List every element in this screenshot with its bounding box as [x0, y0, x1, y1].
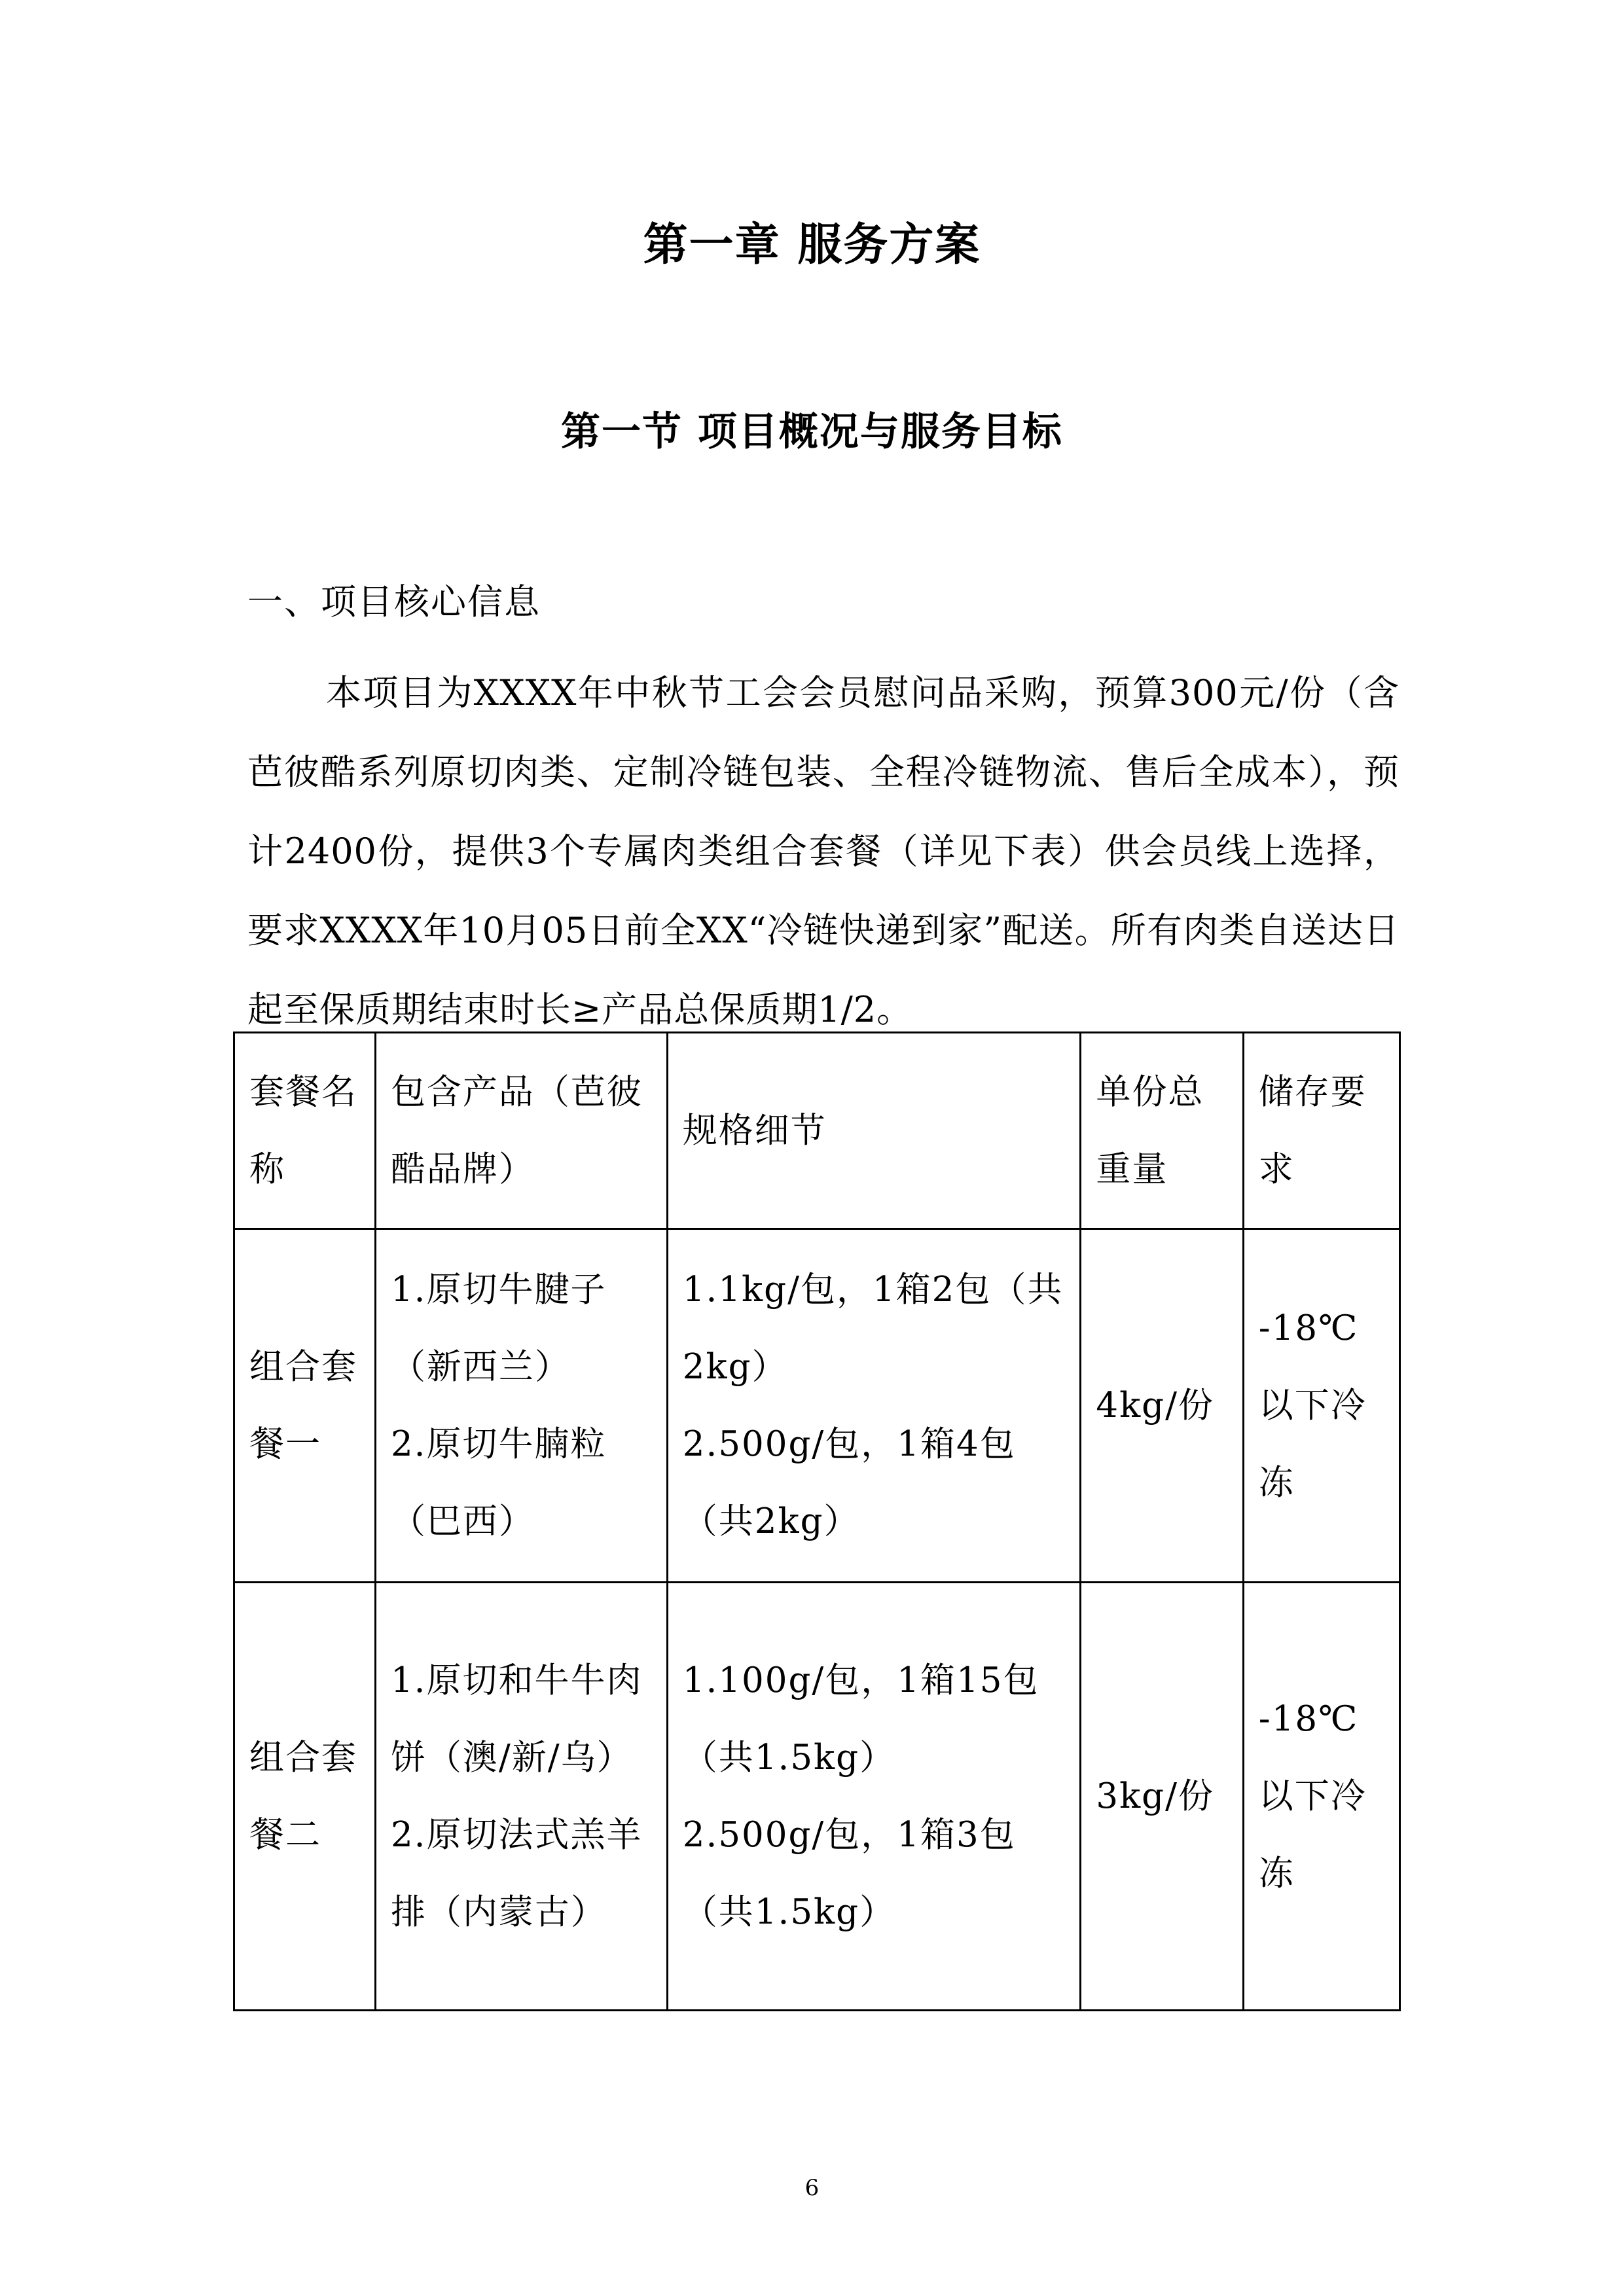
table-header-row: [234, 1033, 1400, 1229]
table-row: [234, 1229, 1400, 1583]
chapter-title: 第一章 服务方案: [643, 219, 981, 271]
section-title: 第一节 项目概况与服务目标: [561, 409, 1063, 455]
product-item: 1.原切牛腱子（新西兰）: [390, 1269, 607, 1387]
package-table: [233, 1031, 1401, 2011]
header-storage: 储存要求: [1243, 1033, 1399, 1229]
header-products: 包含产品（芭彼酷品牌）: [375, 1033, 667, 1229]
cell-storage: -18℃以下冷冻: [1243, 1583, 1399, 2011]
cell-package-name: 组合套餐二: [234, 1583, 376, 2011]
sub-heading: 一、项目核心信息: [247, 581, 541, 622]
spec-item: 1.100g/包，1箱15包（共1.5kg）: [682, 1660, 1039, 1778]
page-number: 6: [804, 2175, 820, 2201]
cell-products: [375, 1229, 667, 1583]
cell-spec: [667, 1229, 1081, 1583]
cell-spec: [667, 1583, 1081, 2011]
spec-item: 2.500g/包，1箱4包（共2kg）: [682, 1424, 1016, 1541]
product-item: 1.原切和牛牛肉饼（澳/新/乌）: [390, 1660, 643, 1778]
cell-weight: 3kg/份: [1081, 1583, 1243, 2011]
cell-package-name: 组合套餐一: [234, 1229, 376, 1583]
cell-weight: 4kg/份: [1081, 1229, 1243, 1583]
body-paragraph: 本项目为XXXX年中秋节工会会员慰问品采购，预算300元/份（含芭彼酷系列原切肉类、定制冷链包装、全程冷链物流、售后全成本），预计2400份，提供3个专属肉类组合套餐（详见下表）供会员线上选择，要求XXXX年10月05日前全XX“冷链快递到家”配送。所有肉类自送达日起至保质期结束时长≥产品总保质期1/2。: [247, 672, 1399, 1030]
product-item: 2.原切牛腩粒（巴西）: [390, 1424, 607, 1541]
product-item: 2.原切法式羔羊排（内蒙古）: [390, 1814, 643, 1932]
spec-item: 1.1kg/包，1箱2包（共2kg）: [682, 1269, 1064, 1387]
header-weight: 单份总重量: [1081, 1033, 1243, 1229]
table-row: [234, 1583, 1400, 2011]
cell-products: [375, 1583, 667, 2011]
cell-storage: -18℃以下冷冻: [1243, 1229, 1399, 1583]
spec-item: 2.500g/包，1箱3包（共1.5kg）: [682, 1814, 1016, 1932]
header-spec: 规格细节: [667, 1033, 1081, 1229]
header-package-name: 套餐名称: [234, 1033, 376, 1229]
